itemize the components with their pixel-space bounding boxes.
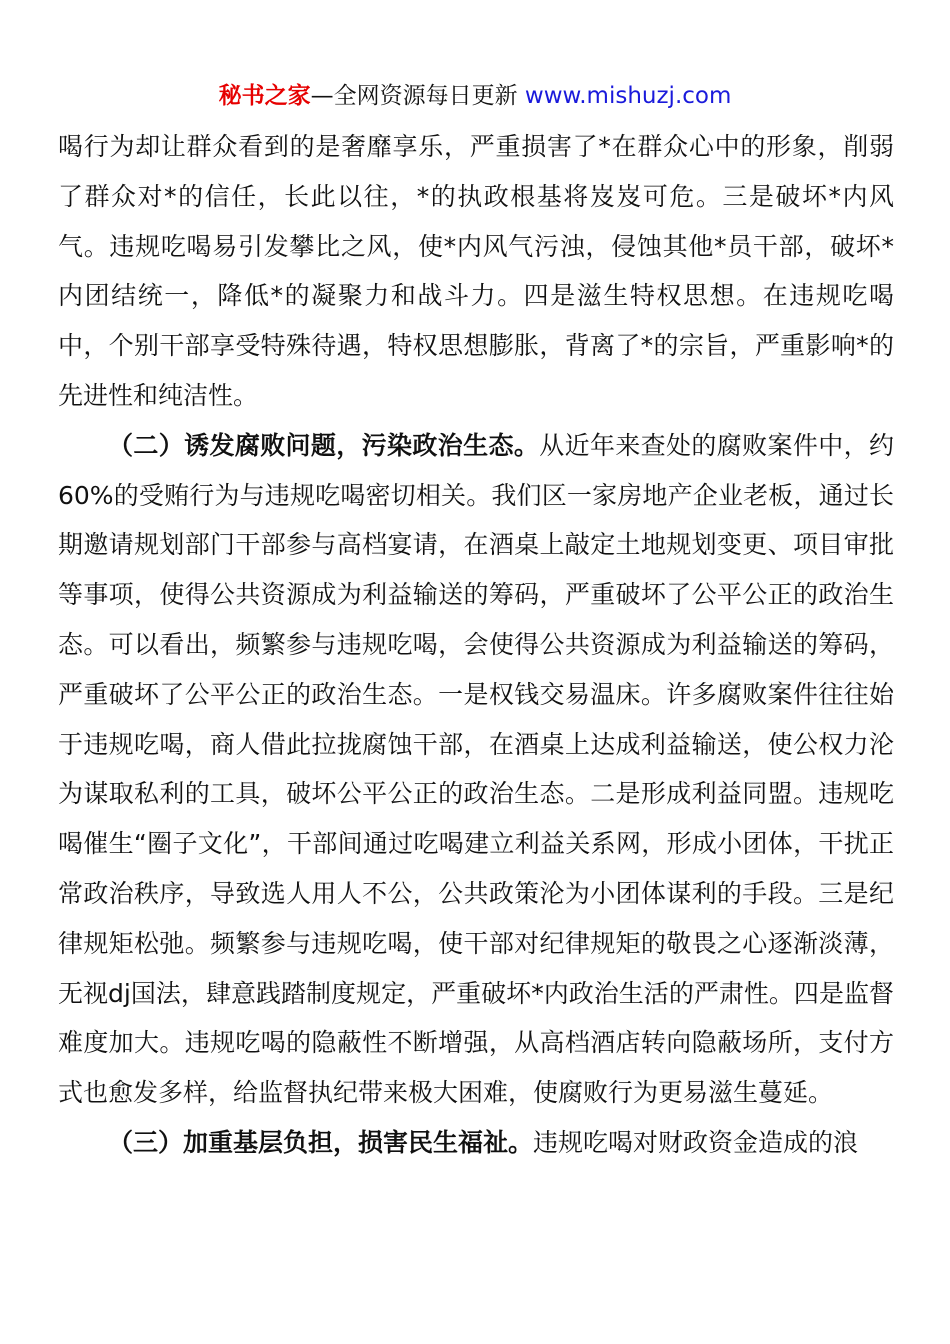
site-header [0, 80, 950, 112]
paragraph-text: 违规吃喝对财政资金造成的浪 [533, 1127, 859, 1157]
brand-name: 秘书之家 [218, 83, 311, 109]
site-url-link[interactable]: www.mishuzj.com [524, 83, 732, 109]
paragraph-continuation [58, 122, 894, 421]
document-body [58, 122, 894, 1168]
paragraph-section-2 [58, 421, 894, 1118]
section-heading: （二）诱发腐败问题，污染政治生态。 [108, 430, 540, 460]
paragraph-section-3 [58, 1118, 894, 1168]
paragraph-text: 喝行为却让群众看到的是奢靡享乐，严重损害了*在群众心中的形象，削弱了群众对*的信任，长此以往，*的执政根基将岌岌可危。三是破坏*内风气。违规吃喝易引发攀比之风，使*内风气污浊，侵蚀其他*员干部，破坏*内团结统一，降低*的凝聚力和战斗力。四是滋生特权思想。在违规吃喝中，个别干部享受特殊待遇，特权思想膨胀，背离了*的宗旨，严重影响*的先进性和纯洁性。 [58, 132, 894, 410]
header-tagline: —全网资源每日更新 [310, 83, 525, 109]
paragraph-text: 从近年来查处的腐败案件中，约60%的受贿行为与违规吃喝密切相关。我们区一家房地产企业老板，通过长期邀请规划部门干部参与高档宴请，在酒桌上敲定土地规划变更、项目审批等事项，使得公共资源成为利益输送的筹码，严重破坏了公平公正的政治生态。可以看出，频繁参与违规吃喝，会使得公共资源成为利益输送的筹码，严重破坏了公平公正的政治生态。一是权钱交易温床。许多腐败案件往往始于违规吃喝，商人借此拉拢腐蚀干部，在酒桌上达成利益输送，使公权力沦为谋取私利的工具，破坏公平公正的政治生态。二是形成利益同盟。违规吃喝催生“圈子文化”，干部间通过吃喝建立利益关系网，形成小团体，干扰正常政治秩序，导致选人用人不公，公共政策沦为小团体谋利的手段。三是纪律规矩松弛。频繁参与违规吃喝，使干部对纪律规矩的敬畏之心逐渐淡薄，无视dj国法，肆意践踏制度规定，严重破坏*内政治生活的严肃性。四是监督难度加大。违规吃喝的隐蔽性不断增强，从高档酒店转向隐蔽场所，支付方式也愈发多样，给监督执纪带来极大困难，使腐败行为更易滋生蔓延。 [58, 430, 894, 1108]
section-heading: （三）加重基层负担，损害民生福祉。 [108, 1127, 534, 1157]
